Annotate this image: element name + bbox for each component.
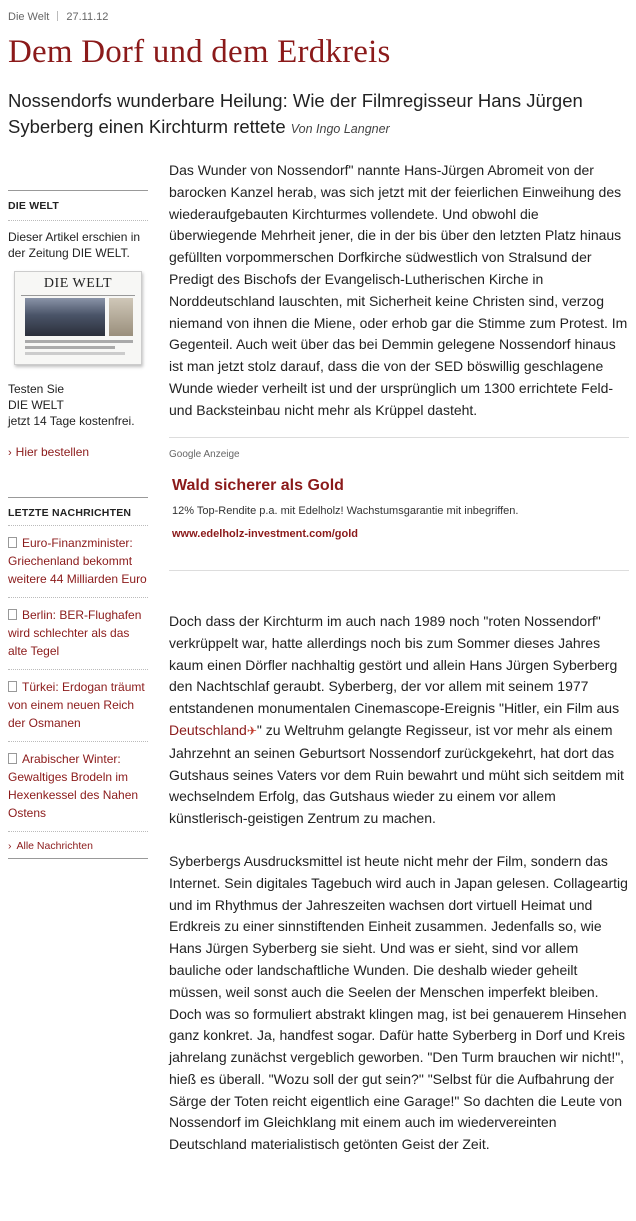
publish-date: 27.11.12 <box>66 11 109 23</box>
newspaper-text-line <box>25 352 125 355</box>
trial-line: jetzt 14 Tage kostenfrei. <box>8 414 135 428</box>
ad-title-link[interactable]: Wald sicherer als Gold <box>172 477 344 495</box>
all-news-link[interactable] <box>8 831 148 859</box>
order-link-label: Hier bestellen <box>15 445 90 459</box>
newspaper-info-text: Dieser Artikel erschien in der Zeitung DIE WELT. <box>8 230 141 260</box>
news-item[interactable] <box>8 525 148 597</box>
all-news-label: Alle Nachrichten <box>16 840 93 852</box>
source-label: Die Welt <box>8 11 50 23</box>
news-item[interactable] <box>8 741 148 831</box>
ad-label: Google Anzeige <box>169 448 240 460</box>
newspaper-rule <box>21 295 135 296</box>
newspaper-thumbnail[interactable] <box>14 271 142 365</box>
paragraph-text: Doch dass der Kirchturm im auch nach 1989 noch "roten Nossendorf" verkrüppelt war, hatte allerdings noch bis zum Sommer dieses Jahres kaum einen Dörfler nachhaltig gestört und allein Hans Jürgen Syberberg den Nachtschlaf geraubt. Syberberg, der vor allem mit seinem 1977 entstandenen monumentalen Cinemascope-Ereignis "Hitler, ein Film aus <box>169 612 620 717</box>
trial-line: DIE WELT <box>8 398 64 412</box>
news-item-label: Berlin: BER-Flughafen wird schlechter als das alte Tegel <box>8 608 142 658</box>
order-link[interactable] <box>8 445 148 459</box>
article-body <box>169 160 629 1156</box>
deutschland-link[interactable]: Deutschland <box>169 721 247 738</box>
sidebar <box>8 190 148 859</box>
article-paragraph <box>169 611 629 830</box>
newspaper-photo-side <box>109 298 133 336</box>
newspaper-masthead: DIE WELT <box>43 276 113 291</box>
news-item[interactable] <box>8 597 148 669</box>
newspaper-photo <box>25 298 105 336</box>
subtitle-text: Nossendorfs wunderbare Heilung: Wie der Filmregisseur Hans Jürgen Syberberg einen Kirchturm rettete <box>8 90 583 137</box>
paragraph-text: " zu Weltruhm gelangte Regisseur, ist vor mehr als einem Jahrzehnt an seinen Geburtsort Nossendorf zurückgekehrt, hat dort das Gutshaus seines Vaters vor dem Ruin bewahrt und müht sich seitdem mit wechselndem Erfolg, das Gutshaus wieder zu einem vor allem künstlerisch-geistigen Zentrum zu machen. <box>169 721 624 827</box>
article-title: Dem Dorf und dem Erdkreis <box>8 34 391 70</box>
chevron-right-icon: › <box>8 840 12 852</box>
newspaper-box-title: DIE WELT <box>8 190 148 221</box>
latest-news-box <box>8 497 148 859</box>
chevron-right-icon: › <box>8 447 12 459</box>
news-item-label: Türkei: Erdogan träumt von einem neuen Reich der Osmanen <box>8 680 145 730</box>
document-icon <box>8 609 17 620</box>
ad-description: 12% Top-Rendite p.a. mit Edelholz! Wachstumsgarantie mit inbegriffen. <box>172 505 519 518</box>
document-icon <box>8 681 17 692</box>
article-paragraph: Das Wunder von Nossendorf" nannte Hans-Jürgen Abromeit von der barocken Kanzel herab, was sich jetzt mit der feierlichen Einweihung des wiederaufgebauten Kirchturmes vollendete. Und obwohl die überwiegende Mehrheit jener, die in der bis über den letzten Platz hinaus gefüllten vorpommerschen Dorfkirche südwestlich von Stralsund der Predigt des Bischofs der Evangelisch-Lutherischen Kirche in Norddeutschland lauschten, mit Sicherheit keine Christen sind, verzog niemand von ihnen die Miene, oder erhob gar die Stimme zum Protest. Im Gegenteil. Auch weit über das bei Demmin gelegene Nossendorf hinaus ist man jetzt stolz darauf, dass die von der SED böswillig geschlagene Wunde wieder verheilt ist und der ursprünglich um 1300 errichtete Feld- und Backsteinbau nicht mehr als Krüppel dasteht. <box>169 162 628 418</box>
airplane-icon: ✈ <box>246 723 257 738</box>
newspaper-text-line <box>25 346 115 349</box>
google-ad <box>169 437 629 571</box>
article-paragraph: Syberbergs Ausdrucksmittel ist heute nicht mehr der Film, sondern das Internet. Sein digitales Tagebuch wird auch in Japan gelesen. Collageartig und im Rhythmus der Jahreszeiten wachsen dort virtuell Heimat und Erdkreis zu einer sinnstiftenden Einheit zusammen. Jedenfalls so, wie Hans Jürgen Syberberg sie sieht. Und was er sieht, sind vor allem bauliche oder landschaftliche Wunden. Die deshalb wieder geheilt müssen, weil sonst auch die Seelen der Menschen imperfekt bleiben. Doch was so formuliert abstrakt klingen mag, ist bei genauerem Hinsehen ganz konkret. Ja, handfest sogar. Dafür hatte Syberberg in Dorf und Kreis jahrelang zunächst vergeblich geworben. "Den Turm brauchen wir nicht!", hieß es überall. "Wozu soll der gut sein?" "Selbst für die Aufbahrung der Särge der Toten reicht eigentlich eine Garage!" So dachten die Leute von Nossendorf im Gleichklang mit einem auch im wiedervereinten Deutschland materialistisch getönten Geist der Zeit. <box>169 852 628 1153</box>
document-icon <box>8 753 17 764</box>
trial-line: Testen Sie <box>8 382 65 396</box>
news-item-label: Euro-Finanzminister: Griechenland bekommt weitere 44 Milliarden Euro <box>8 536 147 586</box>
article-meta <box>8 11 108 23</box>
latest-news-title: LETZTE NACHRICHTEN <box>8 497 148 525</box>
news-item[interactable] <box>8 669 148 741</box>
trial-text <box>8 381 148 429</box>
news-item-label: Arabischer Winter: Gewaltiges Brodeln im Hexenkessel des Nahen Ostens <box>8 752 139 820</box>
newspaper-text-line <box>25 340 133 343</box>
article-subtitle <box>8 88 623 142</box>
author-byline: Von Ingo Langner <box>290 122 390 136</box>
ad-url-link[interactable]: www.edelholz-investment.com/gold <box>172 528 359 541</box>
document-icon <box>8 537 17 548</box>
meta-divider <box>57 11 58 21</box>
